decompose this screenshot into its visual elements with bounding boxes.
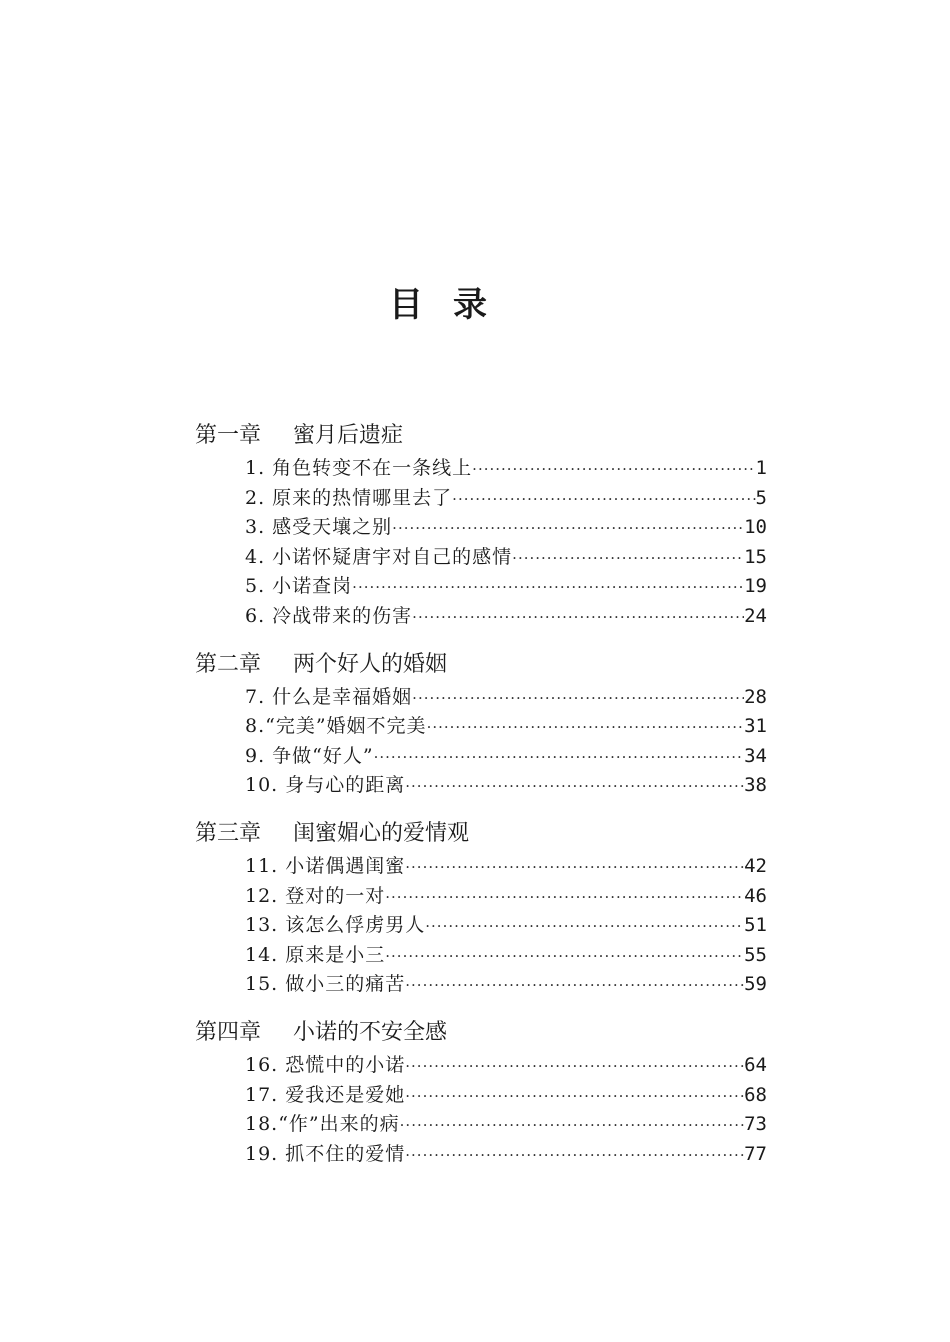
- toc-entry[interactable]: [245, 742, 767, 772]
- entry-page: 59: [744, 973, 767, 996]
- entry-page: 64: [744, 1053, 767, 1076]
- dot-leader: [472, 455, 755, 485]
- entry-page: 51: [744, 914, 767, 937]
- chapter-number: 第四章: [195, 1019, 262, 1045]
- dot-leader: [452, 485, 755, 515]
- entry-label: 3. 感受天壤之别: [245, 516, 393, 539]
- entry-label: 19. 抓不住的爱情: [245, 1142, 406, 1165]
- dot-leader: [405, 853, 744, 883]
- toc-entry[interactable]: [245, 1140, 767, 1170]
- chapter-2: [195, 647, 767, 801]
- entry-page: 31: [744, 715, 767, 738]
- chapter-3: [195, 816, 767, 1000]
- entry-label: 11. 小诺偶遇闺蜜: [245, 854, 406, 877]
- dot-leader: [425, 912, 744, 942]
- dot-leader: [427, 713, 745, 743]
- entry-label: 2. 原来的热情哪里去了: [245, 486, 453, 509]
- chapter-number: 第二章: [195, 651, 262, 677]
- toc-entry[interactable]: [245, 572, 767, 602]
- dot-leader: [412, 603, 744, 633]
- dot-leader: [392, 514, 744, 544]
- toc-entry[interactable]: [245, 712, 767, 742]
- dot-leader: [352, 573, 744, 603]
- entry-label: 8.“完美”婚姻不完美: [245, 715, 427, 738]
- entry-label: 9. 争做“好人”: [245, 744, 374, 767]
- dot-leader: [405, 772, 744, 802]
- chapter-number: 第一章: [195, 423, 262, 448]
- entry-label: 13. 该怎么俘虏男人: [245, 914, 426, 937]
- toc-entry[interactable]: [245, 543, 767, 573]
- dot-leader: [405, 1141, 744, 1171]
- entry-page: 28: [744, 685, 767, 708]
- toc-entry[interactable]: [245, 941, 767, 971]
- chapter-title: 两个好人的婚姻: [293, 651, 448, 677]
- dot-leader: [405, 1052, 744, 1082]
- entry-page: 10: [744, 516, 767, 539]
- entry-page: 19: [744, 575, 767, 598]
- chapter-number: 第三章: [195, 820, 262, 846]
- dot-leader: [400, 1111, 744, 1141]
- entry-label: 10. 身与心的距离: [245, 774, 406, 797]
- entry-label: 6. 冷战带来的伤害: [245, 604, 413, 627]
- toc-entry[interactable]: [245, 1081, 767, 1111]
- dot-leader: [374, 743, 745, 773]
- entry-label: 7. 什么是幸福婚姻: [245, 685, 413, 708]
- entry-label: 5. 小诺查岗: [245, 575, 353, 598]
- dot-leader: [405, 971, 744, 1001]
- toc-entry[interactable]: [245, 602, 767, 632]
- entry-page: 24: [744, 604, 767, 627]
- entry-label: 18.“作”出来的病: [245, 1113, 400, 1136]
- entry-page: 1: [755, 457, 767, 479]
- entry-label: 15. 做小三的痛苦: [245, 973, 406, 996]
- entry-page: 34: [744, 744, 767, 767]
- chapter-1: [195, 418, 767, 632]
- toc-entry[interactable]: [245, 970, 767, 1000]
- toc-entry[interactable]: [245, 771, 767, 801]
- toc-entry[interactable]: [245, 454, 767, 484]
- entry-label: 14. 原来是小三: [245, 943, 386, 966]
- entry-page: 38: [744, 774, 767, 797]
- toc-entry[interactable]: [245, 1051, 767, 1081]
- entry-label: 16. 恐慌中的小诺: [245, 1053, 406, 1076]
- entry-page: 68: [744, 1083, 767, 1106]
- toc-entry[interactable]: [245, 911, 767, 941]
- entry-page: 15: [744, 545, 767, 568]
- toc-entry[interactable]: [245, 513, 767, 543]
- dot-leader: [412, 684, 744, 714]
- chapter-heading: [195, 1015, 767, 1051]
- toc-entry[interactable]: [245, 484, 767, 514]
- toc-entry[interactable]: [245, 852, 767, 882]
- dot-leader: [385, 942, 744, 972]
- entry-page: 42: [744, 854, 767, 877]
- chapter-heading: [195, 647, 767, 683]
- chapter-heading: [195, 418, 767, 454]
- dot-leader: [385, 883, 744, 913]
- entry-label: 4. 小诺怀疑唐宇对自己的感情: [245, 545, 513, 568]
- entry-page: 73: [744, 1113, 767, 1136]
- entry-label: 17. 爱我还是爱她: [245, 1083, 406, 1106]
- chapter-title: 蜜月后遗症: [293, 423, 404, 448]
- toc-entry[interactable]: [245, 882, 767, 912]
- toc-entry[interactable]: [245, 1110, 767, 1140]
- entry-label: 12. 登对的一对: [245, 884, 386, 907]
- chapter-title: 闺蜜媚心的爱情观: [293, 820, 470, 846]
- entry-label: 1. 角色转变不在一条线上: [245, 457, 473, 479]
- entry-page: 55: [744, 943, 767, 966]
- dot-leader: [405, 1082, 744, 1112]
- entry-page: 46: [744, 884, 767, 907]
- toc-list: [195, 418, 767, 1184]
- entry-page: 77: [744, 1142, 767, 1165]
- toc-entry[interactable]: [245, 683, 767, 713]
- chapter-title: 小诺的不安全感: [293, 1019, 448, 1045]
- entry-page: 5: [755, 486, 767, 509]
- page-title: 目录: [389, 285, 517, 325]
- dot-leader: [512, 544, 744, 574]
- chapter-heading: [195, 816, 767, 852]
- chapter-4: [195, 1015, 767, 1169]
